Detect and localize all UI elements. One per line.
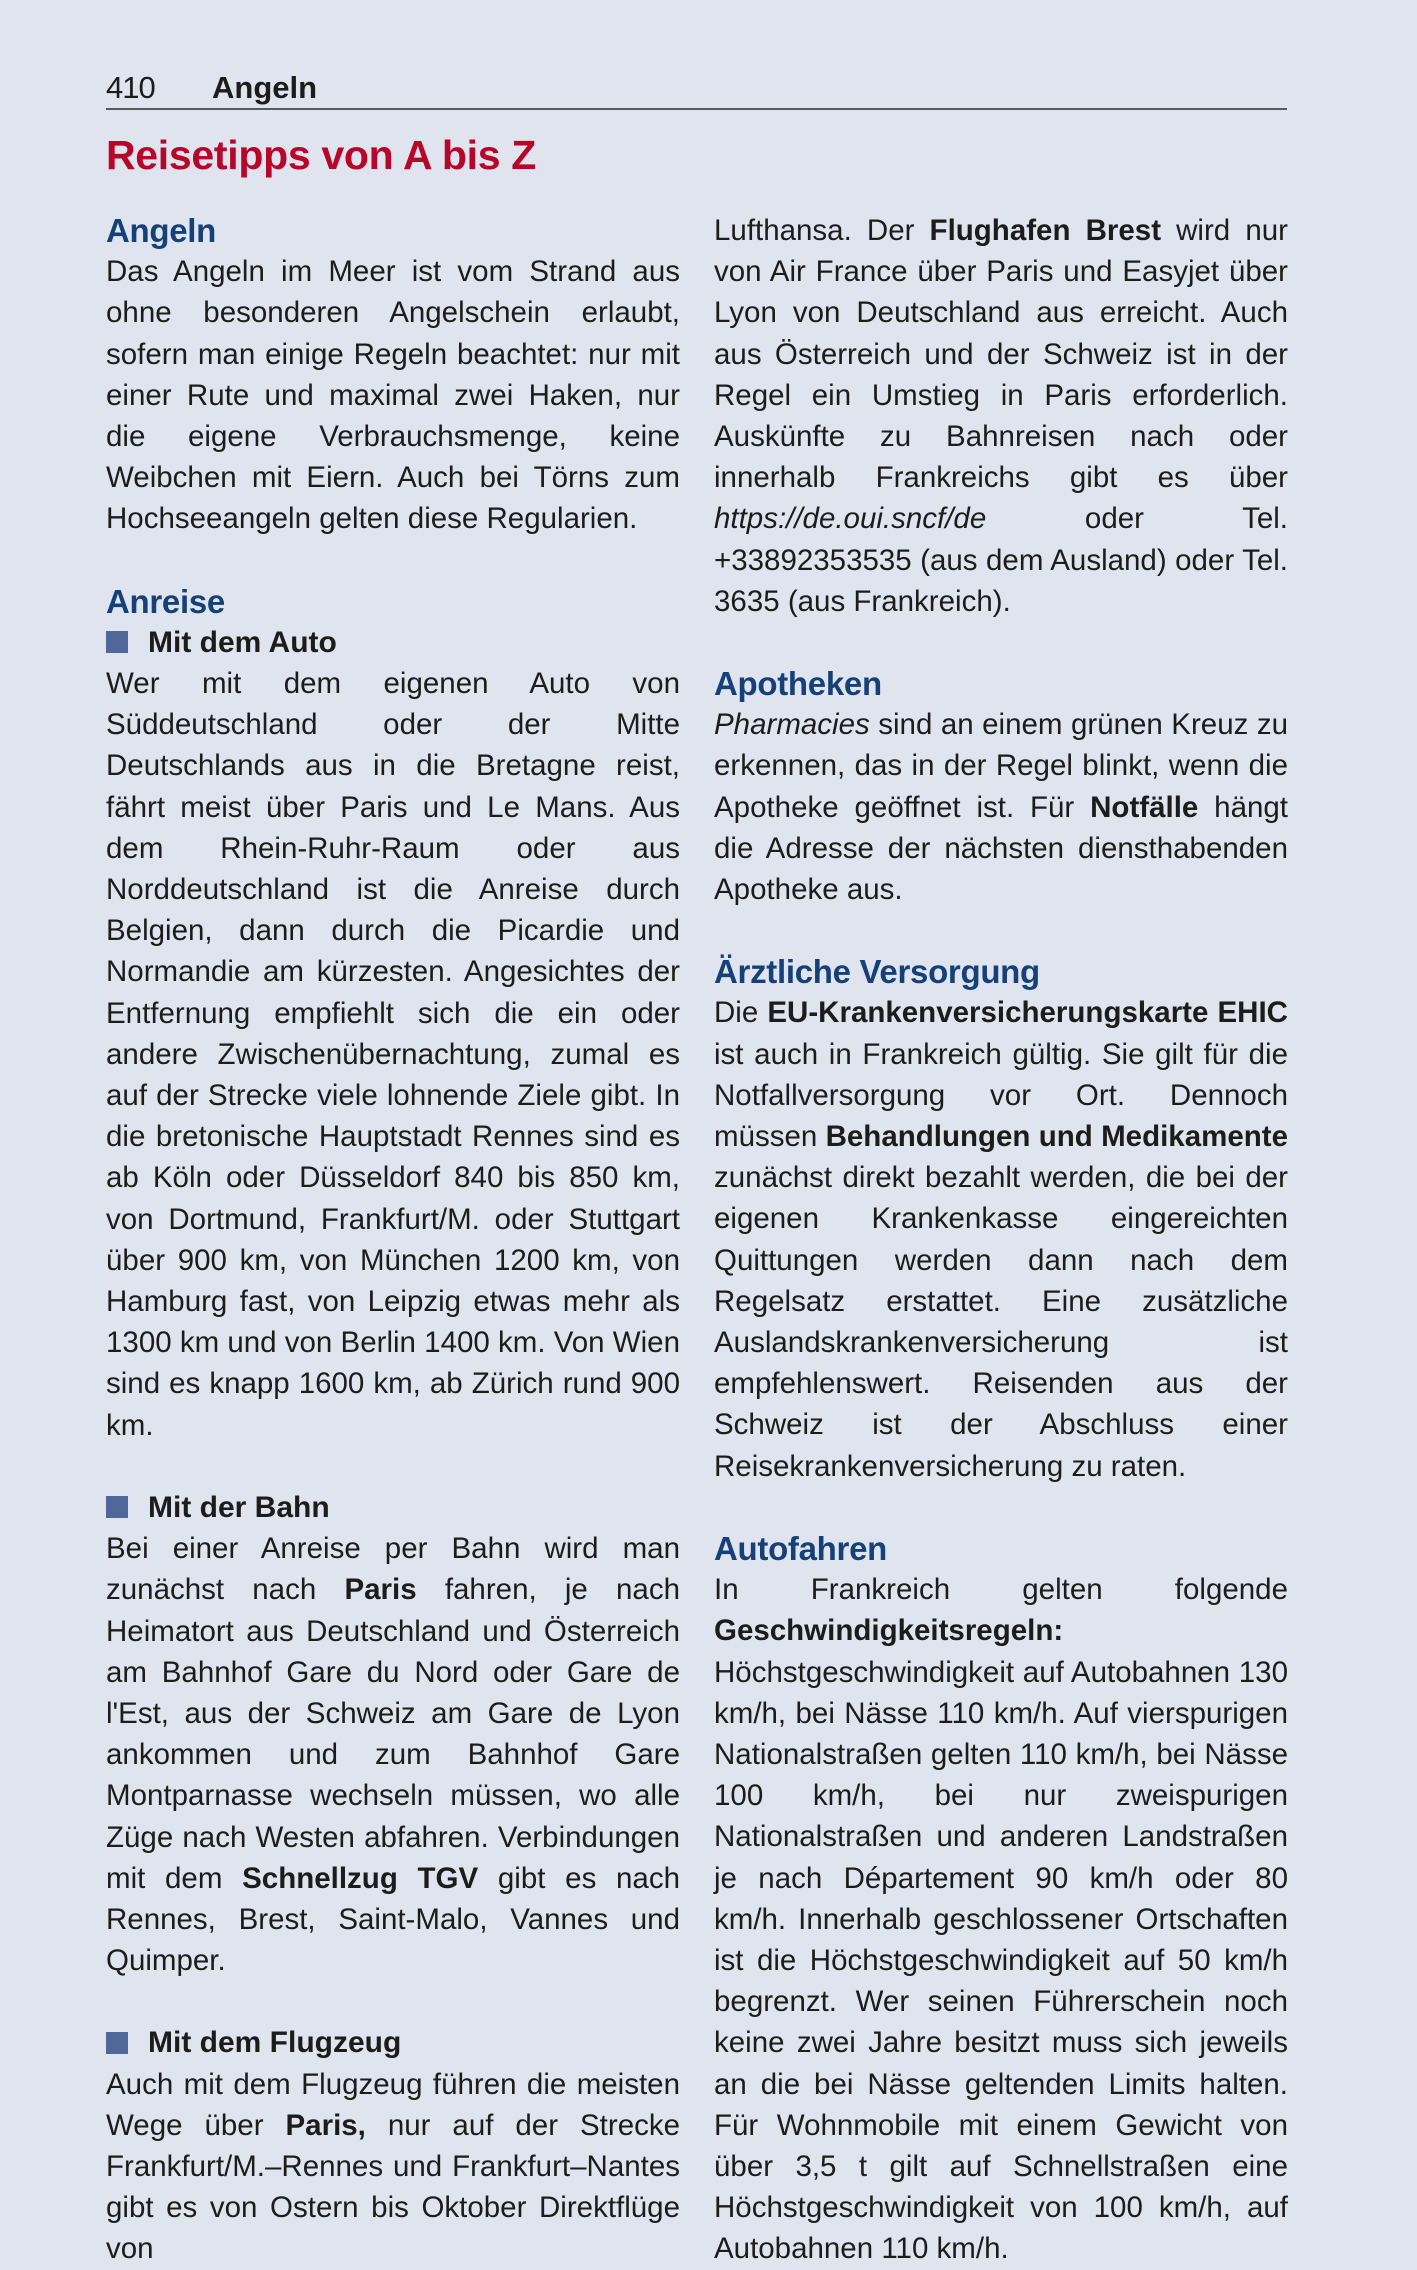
section-heading-aerztliche-versorgung: Ärztliche Versorgung <box>714 953 1040 991</box>
text-run: gibt es nach Rennes, Brest, Saint-Malo, Vannes und Quimper. <box>106 1861 680 1978</box>
section-heading-angeln: Angeln <box>106 212 217 249</box>
section-apotheken <box>714 663 1288 910</box>
section-aerztliche-versorgung <box>714 951 1288 1487</box>
section-text-angeln: Das Angeln im Meer ist vom Strand aus ohne besonderen Angelschein erlaubt, sofern man einige Regeln beachtet: nur mit einer Rute und maximal zwei Haken, nur die eigene Verbrauchsmenge, keine Weibchen mit Eiern. Auch bei Törns zum Hochseeangeln gelten diese Regularien. <box>106 255 680 536</box>
italic-term: Pharmacies <box>714 708 870 742</box>
running-head-section: Angeln <box>212 70 318 105</box>
section-text-aerztliche-versorgung <box>714 992 1288 1486</box>
text-run: ist auch in Frankreich gültig. Sie gilt für die Notfallversorgung vor Ort. Dennoch müssen <box>714 1037 1288 1154</box>
subsection-text-flugzeug <box>106 2064 680 2270</box>
subsection-text-bahn <box>106 1528 680 1981</box>
section-angeln <box>106 210 680 540</box>
text-run: oder Tel. +33892353535 (aus dem Ausland) oder Tel. 3635 (aus Frankreich). <box>714 502 1288 618</box>
square-bullet-icon <box>106 631 128 653</box>
subsection-text-auto: Wer mit dem eigenen Auto von Süddeutschland oder der Mitte Deutschlands aus in die Bretagne reist, fährt meist über Paris und Le Mans. Aus dem Rhein-Ruhr-Raum oder aus Norddeutschland ist die Anreise durch Belgien, dann durch die Picardie und Normandie am kürzesten. Angesichtes der Entfernung empfiehlt sich die ein oder andere Zwischenübernachtung, zumal es auf der Strecke viele lohnende Ziele gibt. In die bretonische Hauptstadt Rennes sind es ab Köln oder Düsseldorf 840 bis 850 km, von Dortmund, Frankfurt/M. oder Stuttgart über 900 km, von München 1200 km, von Hamburg fast, von Leipzig etwas mehr als 1300 km und von Berlin 1400 km. Von Wien sind es knapp 1600 km, ab Zürich rund 900 km. <box>106 667 680 1442</box>
subheading-label: Mit dem Flugzeug <box>148 2026 402 2060</box>
text-run: sind an einem grünen Kreuz zu erkennen, das in der Regel blinkt, wenn die Apotheke geöffnet ist. Für <box>714 708 1288 824</box>
square-bullet-icon <box>106 2032 128 2054</box>
bold-term: Flughafen Brest <box>929 214 1162 247</box>
left-column <box>106 210 680 2270</box>
text-run: Die <box>714 996 768 1030</box>
section-heading-apotheken: Apotheken <box>714 665 882 703</box>
subheading-label: Mit dem Auto <box>148 625 337 659</box>
subheading-label: Mit der Bahn <box>148 1490 330 1524</box>
bold-term: EU-Krankenversicherungskarte EHIC <box>767 996 1288 1030</box>
text-run: hängt die Adresse der nächsten diensthabenden Apotheke aus. <box>714 790 1288 907</box>
section-anreise <box>106 581 680 2270</box>
page-title: Reisetipps von A bis Z <box>106 132 537 178</box>
link-url[interactable]: https://de.oui.sncf/de <box>714 502 987 536</box>
bold-term: Behandlungen und Medikamente <box>825 1120 1288 1154</box>
bold-term: Geschwindigkeitsregeln: <box>714 1614 1064 1648</box>
text-run: In Frankreich gelten folgende <box>714 1573 1288 1607</box>
page-number: 410 <box>106 70 155 105</box>
right-column <box>714 210 1288 2270</box>
section-text-autofahren <box>714 1569 1288 2269</box>
text-run: wird nur von Air France über Paris und Easyjet über Lyon von Deutschland aus erreicht. Auch aus Österreich und der Schweiz ist in der Regel ein Umstieg in Paris erforderlich. Auskünfte zu Bahnreisen nach oder innerhalb Frankreichs gibt es über <box>714 214 1288 495</box>
section-heading-autofahren: Autofahren <box>714 1529 887 1567</box>
subheading-flugzeug <box>106 2022 680 2063</box>
square-bullet-icon <box>106 1496 128 1518</box>
text-run: Lufthansa. Der <box>714 214 930 247</box>
text-run: Bei einer Anreise per Bahn wird man zunächst nach <box>106 1532 680 1607</box>
section-autofahren <box>714 1528 1288 2270</box>
bold-term: Paris, <box>285 2108 366 2142</box>
running-head <box>106 60 1287 110</box>
text-run: nur auf der Strecke Frankfurt/M.–Rennes und Frankfurt–Nantes gibt es von Ostern bis Oktober Direktflüge von <box>106 2108 681 2266</box>
bold-term: Paris <box>344 1573 417 1607</box>
subheading-auto <box>106 622 680 663</box>
text-run: Höchstgeschwindigkeit auf Autobahnen 130 km/h, bei Nässe 110 km/h. Auf vierspurigen Nationalstraßen gelten 110 km/h, bei Nässe 100 km/h, bei nur zweispurigen Nationalstraßen und anderen Landstraßen je nach Département 90 km/h oder 80 km/h. Innerhalb geschlossener Ortschaften ist die Höchstgeschwindigkeit auf 50 km/h begrenzt. Wer seinen Führerschein noch keine zwei Jahre besitzt muss sich jeweils an die bei Nässe geltenden Limits halten. Für Wohnmobile mit einem Gewicht von über 3,5 t gilt auf Schnellstraßen eine Höchstgeschwindigkeit von 100 km/h, auf Autobahnen 110 km/h. <box>714 1655 1288 2266</box>
section-text-apotheken <box>714 704 1288 910</box>
text-run: Auch mit dem Flugzeug führen die meisten Wege über <box>106 2067 680 2142</box>
section-heading-anreise: Anreise <box>106 582 225 620</box>
subsection-text-flugzeug-continued <box>714 210 1288 622</box>
text-run: fahren, je nach Heimatort aus Deutschland und Österreich am Bahnhof Gare du Nord oder Gare de l'Est, aus der Schweiz am Gare de Lyon ankommen und zum Bahnhof Gare Montparnasse wechseln müssen, wo alle Züge nach Westen abfahren. Verbindungen mit dem <box>106 1573 680 1895</box>
bold-term: Notfälle <box>1090 790 1199 824</box>
text-run: zunächst direkt bezahlt werden, die bei der eigenen Krankenkasse eingereichten Quittungen werden dann nach dem Regelsatz erstattet. Eine zusätzliche Auslandskrankenversicherung ist empfehlenswert. Reisenden aus der Schweiz ist der Abschluss einer Reisekrankenversicherung zu raten. <box>714 1161 1288 1483</box>
bold-term: Schnellzug TGV <box>242 1861 479 1895</box>
subheading-bahn <box>106 1487 680 1528</box>
